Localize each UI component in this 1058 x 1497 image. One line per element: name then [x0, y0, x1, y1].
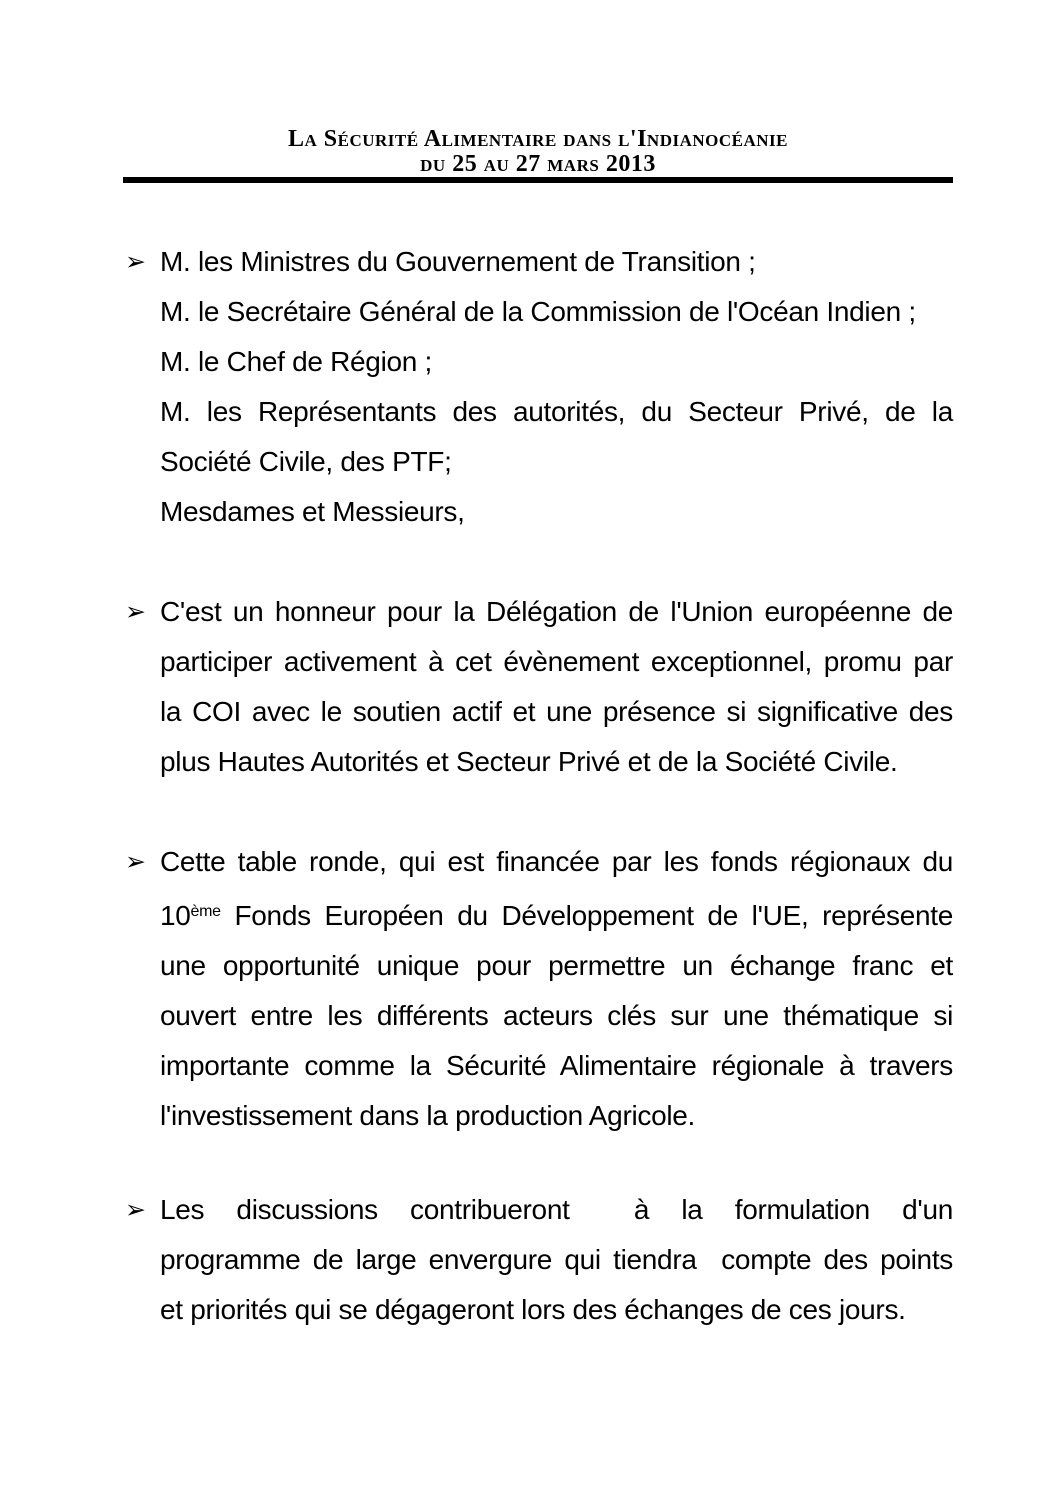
bullet-item — [123, 837, 953, 1141]
text-line: Mesdames et Messieurs, — [160, 496, 465, 527]
text-line: M. le Secrétaire Général de la Commission de l'Océan Indien ; — [160, 296, 916, 327]
bullet-item — [123, 587, 953, 787]
text-line: une opportunité unique pour permettre un échange franc et — [160, 950, 953, 981]
text-line: et priorités qui se dégageront lors des échanges de ces jours. — [160, 1294, 906, 1325]
text-line: importante comme la Sécurité Alimentaire régionale à travers — [160, 1050, 953, 1081]
bullet-item — [123, 1185, 953, 1335]
document-body — [123, 237, 953, 1335]
text-line: M. les Représentants des autorités, du Secteur Privé, de la — [160, 396, 953, 427]
arrow-bullet-icon: ➢ — [125, 1195, 146, 1224]
text-line: programme de large envergure qui tiendra compte des points — [160, 1244, 953, 1275]
arrow-bullet-icon: ➢ — [125, 597, 146, 626]
text-segment: Fonds Européen du Développement de l'UE, représente — [220, 900, 953, 931]
ordinal-superscript: ème — [190, 903, 221, 920]
document-subtitle: du 25 au 27 mars 2013 — [420, 151, 656, 177]
arrow-bullet-icon: ➢ — [125, 247, 146, 276]
text-line: Les discussions contribueront à la formulation d'un — [160, 1194, 953, 1225]
text-line: M. les Ministres du Gouvernement de Transition ; — [160, 246, 756, 277]
text-line: la COI avec le soutien actif et une présence si significative des — [160, 696, 953, 727]
header-rule — [123, 177, 953, 183]
text-line: Société Civile, des PTF; — [160, 446, 452, 477]
arrow-bullet-icon: ➢ — [125, 847, 146, 876]
text-line — [160, 887, 953, 941]
bullet-item — [123, 237, 953, 537]
text-line: ouvert entre les différents acteurs clés sur une thématique si — [160, 1000, 953, 1031]
text-line: C'est un honneur pour la Délégation de l'Union européenne de — [160, 596, 953, 627]
text-line: participer activement à cet évènement exceptionnel, promu par — [160, 646, 953, 677]
text-segment: 10 — [160, 900, 191, 931]
text-line: M. le Chef de Région ; — [160, 346, 432, 377]
text-line: l'investissement dans la production Agricole. — [160, 1100, 696, 1131]
text-line: plus Hautes Autorités et Secteur Privé et de la Société Civile. — [160, 746, 898, 777]
document-header — [123, 126, 953, 183]
document-title: La Sécurité Alimentaire dans l'Indianocéanie — [287, 126, 788, 152]
text-line: Cette table ronde, qui est financée par les fonds régionaux du — [160, 846, 953, 877]
